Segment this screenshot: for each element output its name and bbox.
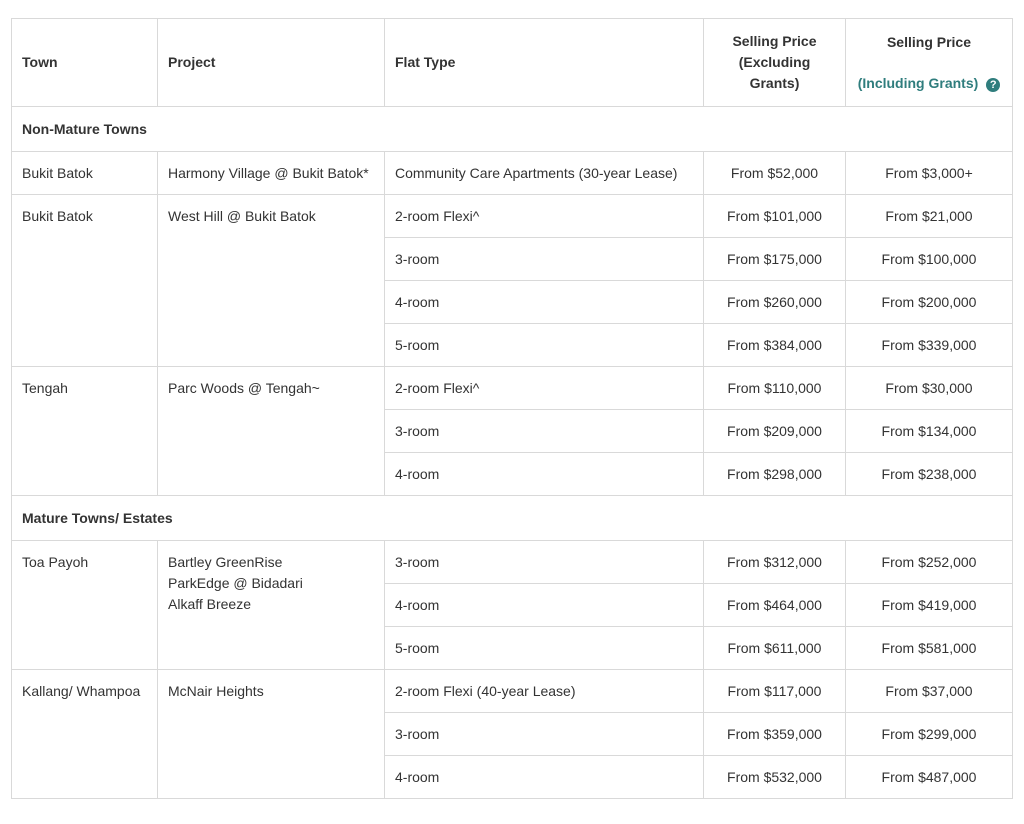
cell-price-including-grants: From $487,000 <box>846 756 1013 799</box>
question-circle-icon[interactable]: ? <box>986 78 1000 92</box>
cell-flat-type: 4-room <box>385 453 704 496</box>
price-table-container <box>11 18 1013 799</box>
cell-price-excluding-grants: From $532,000 <box>704 756 846 799</box>
section-row <box>12 496 1013 541</box>
cell-flat-type: 5-room <box>385 627 704 670</box>
cell-flat-type: 3-room <box>385 238 704 281</box>
cell-price-including-grants: From $21,000 <box>846 195 1013 238</box>
header-price-incl-line2[interactable]: (Including Grants) <box>857 74 979 91</box>
cell-price-excluding-grants: From $52,000 <box>704 152 846 195</box>
cell-project <box>158 152 385 195</box>
cell-project <box>158 541 385 670</box>
header-price-including-grants <box>846 19 1013 107</box>
cell-price-including-grants: From $30,000 <box>846 367 1013 410</box>
table-body <box>12 107 1013 799</box>
header-price-excluding-grants <box>704 19 846 107</box>
cell-price-including-grants: From $339,000 <box>846 324 1013 367</box>
table-row <box>12 367 1013 410</box>
cell-price-including-grants: From $581,000 <box>846 627 1013 670</box>
cell-price-excluding-grants: From $384,000 <box>704 324 846 367</box>
cell-price-including-grants: From $100,000 <box>846 238 1013 281</box>
project-name: West Hill @ Bukit Batok <box>168 208 316 224</box>
cell-price-including-grants: From $252,000 <box>846 541 1013 584</box>
cell-price-excluding-grants: From $298,000 <box>704 453 846 496</box>
header-flat-type: Flat Type <box>385 19 704 107</box>
project-name: McNair Heights <box>168 683 264 699</box>
cell-price-excluding-grants: From $110,000 <box>704 367 846 410</box>
cell-flat-type: 2-room Flexi^ <box>385 195 704 238</box>
cell-price-excluding-grants: From $312,000 <box>704 541 846 584</box>
section-row <box>12 107 1013 152</box>
cell-flat-type: Community Care Apartments (30-year Lease) <box>385 152 704 195</box>
cell-price-including-grants: From $134,000 <box>846 410 1013 453</box>
cell-price-including-grants: From $200,000 <box>846 281 1013 324</box>
table-row <box>12 541 1013 584</box>
project-name: Bartley GreenRise <box>168 554 283 570</box>
cell-price-excluding-grants: From $101,000 <box>704 195 846 238</box>
project-name: ParkEdge @ Bidadari <box>168 575 303 591</box>
flat-price-table <box>11 18 1013 799</box>
cell-price-excluding-grants: From $117,000 <box>704 670 846 713</box>
cell-price-excluding-grants: From $611,000 <box>704 627 846 670</box>
cell-town: Toa Payoh <box>12 541 158 670</box>
header-price-excl-line1: Selling Price <box>732 33 817 49</box>
section-title: Mature Towns/ Estates <box>12 496 1013 541</box>
project-name: Parc Woods @ Tengah~ <box>168 380 320 396</box>
cell-price-including-grants: From $3,000+ <box>846 152 1013 195</box>
header-price-incl-line1: Selling Price <box>886 33 972 50</box>
project-name: Harmony Village @ Bukit Batok* <box>168 165 369 181</box>
cell-town: Bukit Batok <box>12 195 158 367</box>
cell-flat-type: 3-room <box>385 713 704 756</box>
cell-flat-type: 4-room <box>385 584 704 627</box>
table-row <box>12 670 1013 713</box>
header-price-excl-line2: (Excluding Grants) <box>738 54 811 91</box>
cell-price-excluding-grants: From $209,000 <box>704 410 846 453</box>
cell-town: Tengah <box>12 367 158 496</box>
cell-town: Kallang/ Whampoa <box>12 670 158 799</box>
cell-price-including-grants: From $37,000 <box>846 670 1013 713</box>
cell-price-excluding-grants: From $175,000 <box>704 238 846 281</box>
cell-flat-type: 3-room <box>385 541 704 584</box>
cell-flat-type: 4-room <box>385 756 704 799</box>
cell-flat-type: 4-room <box>385 281 704 324</box>
cell-flat-type: 2-room Flexi^ <box>385 367 704 410</box>
table-row <box>12 152 1013 195</box>
project-name: Alkaff Breeze <box>168 596 252 612</box>
cell-flat-type: 3-room <box>385 410 704 453</box>
cell-price-excluding-grants: From $260,000 <box>704 281 846 324</box>
cell-price-excluding-grants: From $359,000 <box>704 713 846 756</box>
table-row <box>12 195 1013 238</box>
including-grants-link[interactable] <box>856 73 1002 94</box>
cell-project <box>158 195 385 367</box>
cell-flat-type: 5-room <box>385 324 704 367</box>
header-town: Town <box>12 19 158 107</box>
cell-price-including-grants: From $419,000 <box>846 584 1013 627</box>
cell-project <box>158 670 385 799</box>
cell-town: Bukit Batok <box>12 152 158 195</box>
cell-price-including-grants: From $299,000 <box>846 713 1013 756</box>
header-project: Project <box>158 19 385 107</box>
cell-price-excluding-grants: From $464,000 <box>704 584 846 627</box>
cell-price-including-grants: From $238,000 <box>846 453 1013 496</box>
table-header-row <box>12 19 1013 107</box>
cell-flat-type: 2-room Flexi (40-year Lease) <box>385 670 704 713</box>
cell-project <box>158 367 385 496</box>
section-title: Non-Mature Towns <box>12 107 1013 152</box>
